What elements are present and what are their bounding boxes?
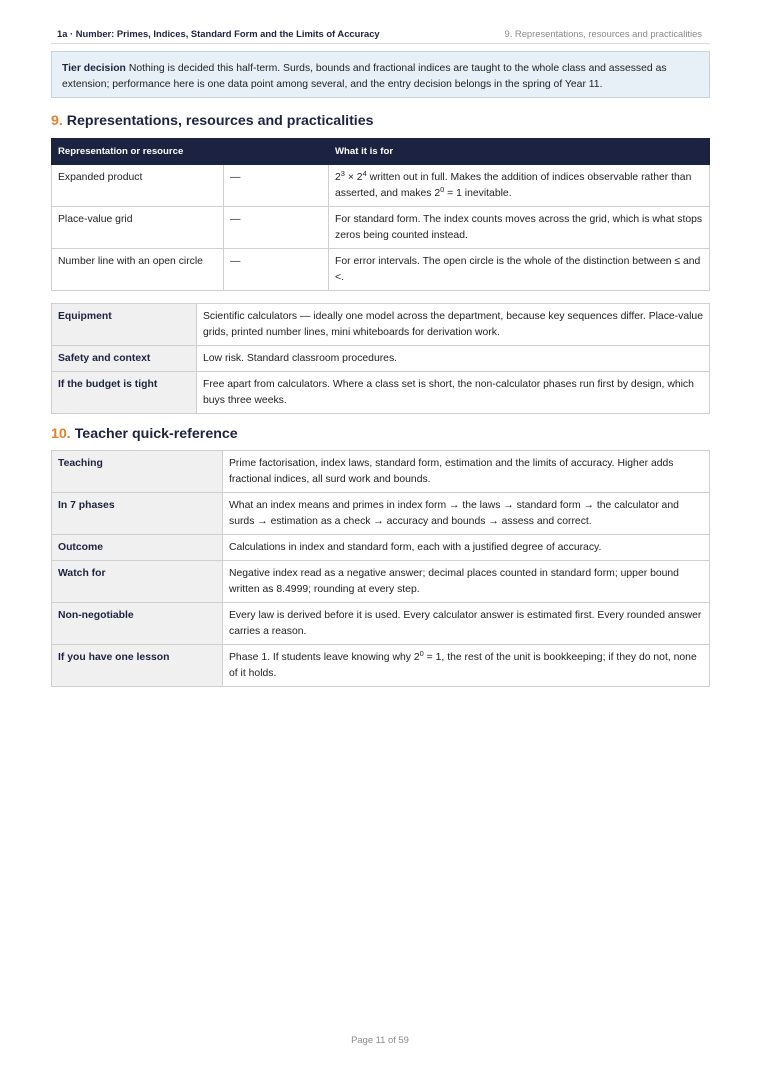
table-row xyxy=(52,346,710,372)
column-header xyxy=(224,139,329,165)
table-row xyxy=(52,603,710,645)
row-value: Scientific calculators — ideally one model across the department, because key sequences differ. Place-value grids, printed number lines, mini whiteboards for derivation work. xyxy=(197,304,710,346)
row-value xyxy=(223,645,710,687)
section-title: Teacher quick-reference xyxy=(74,426,238,442)
mark-cell: — xyxy=(224,249,329,291)
callout-text: Nothing is decided this half-term. Surds, bounds and fractional indices are taught to the whole class and assessed as extension; performance here is one data point among several, and the entry decision belongs in the spring of Year 11. xyxy=(62,63,667,90)
base: 2 xyxy=(335,172,341,183)
page-number: Page 11 of 59 xyxy=(351,1034,409,1045)
purpose-cell: For standard form. The index counts moves across the grid, which is what stops zeros being counted instead. xyxy=(329,207,710,249)
value-text: = 1, the rest of the unit is bookkeeping; if they do not, none of it holds. xyxy=(229,652,697,679)
section-heading xyxy=(51,113,374,129)
running-header xyxy=(51,28,710,44)
column-header: What it is for xyxy=(329,139,710,165)
table-row xyxy=(52,304,710,346)
running-section-title: 9. Representations, resources and practicalities xyxy=(504,28,702,39)
resource-cell: Expanded product xyxy=(52,165,224,207)
value-text: Phase 1. If students leave knowing why xyxy=(229,652,414,663)
row-key: Equipment xyxy=(52,304,197,346)
row-key: If the budget is tight xyxy=(52,372,197,414)
table-row xyxy=(52,165,710,207)
purpose-cell xyxy=(329,165,710,207)
row-value: What an index means and primes in index form → the laws → standard form → the calculator and surds → estimation as a check → accuracy and bounds → assess and correct. xyxy=(223,493,710,535)
tier-decision-callout xyxy=(51,51,710,98)
table-row xyxy=(52,249,710,291)
table-row xyxy=(52,372,710,414)
table-row xyxy=(52,535,710,561)
exponent: 0 xyxy=(419,649,424,658)
section-number: 10. xyxy=(51,426,71,442)
purpose-text: written out in full. Makes the addition of indices observable rather than asserted, and makes xyxy=(335,172,692,199)
column-header: Representation or resource xyxy=(52,139,224,165)
resource-cell: Place-value grid xyxy=(52,207,224,249)
row-key: If you have one lesson xyxy=(52,645,223,687)
section-heading xyxy=(51,426,238,442)
table-header-row xyxy=(52,139,710,165)
row-key: Safety and context xyxy=(52,346,197,372)
row-key: Teaching xyxy=(52,451,223,493)
quick-reference-table xyxy=(51,450,710,687)
purpose-cell: For error intervals. The open circle is the whole of the distinction between ≤ and <. xyxy=(329,249,710,291)
exponent: 0 xyxy=(440,185,445,194)
unit-title: 1a · Number: Primes, Indices, Standard Form and the Limits of Accuracy xyxy=(57,28,380,39)
row-value: Calculations in index and standard form, each with a justified degree of accuracy. xyxy=(223,535,710,561)
operator: × xyxy=(344,172,357,183)
mark-cell: — xyxy=(224,207,329,249)
row-value: Negative index read as a negative answer; decimal places counted in standard form; upper bound written as 8.4999; rounding at every step. xyxy=(223,561,710,603)
table-row xyxy=(52,645,710,687)
row-key: Non-negotiable xyxy=(52,603,223,645)
table-row xyxy=(52,561,710,603)
row-value: Low risk. Standard classroom procedures. xyxy=(197,346,710,372)
row-key: Watch for xyxy=(52,561,223,603)
resource-cell: Number line with an open circle xyxy=(52,249,224,291)
exponent: 3 xyxy=(340,169,345,178)
exponent: 4 xyxy=(362,169,367,178)
table-row xyxy=(52,207,710,249)
base: 2 xyxy=(434,188,441,199)
callout-label: Tier decision xyxy=(62,63,126,74)
purpose-text: = 1 inevitable. xyxy=(444,188,512,199)
section-title: Representations, resources and practicalities xyxy=(66,113,374,129)
table-row xyxy=(52,493,710,535)
representations-table xyxy=(51,138,710,291)
row-value: Prime factorisation, index laws, standard form, estimation and the limits of accuracy. Higher adds fractional indices, all surd work and bounds. xyxy=(223,451,710,493)
base: 2 xyxy=(356,172,363,183)
row-value: Free apart from calculators. Where a class set is short, the non-calculator phases run first by design, which buys three weeks. xyxy=(197,372,710,414)
row-value: Every law is derived before it is used. Every calculator answer is estimated first. Every rounded answer carries a reason. xyxy=(223,603,710,645)
practicalities-table xyxy=(51,303,710,414)
base: 2 xyxy=(413,652,420,663)
row-key: In 7 phases xyxy=(52,493,223,535)
row-key: Outcome xyxy=(52,535,223,561)
table-row xyxy=(52,451,710,493)
mark-cell: — xyxy=(224,165,329,207)
section-number: 9. xyxy=(51,113,63,129)
